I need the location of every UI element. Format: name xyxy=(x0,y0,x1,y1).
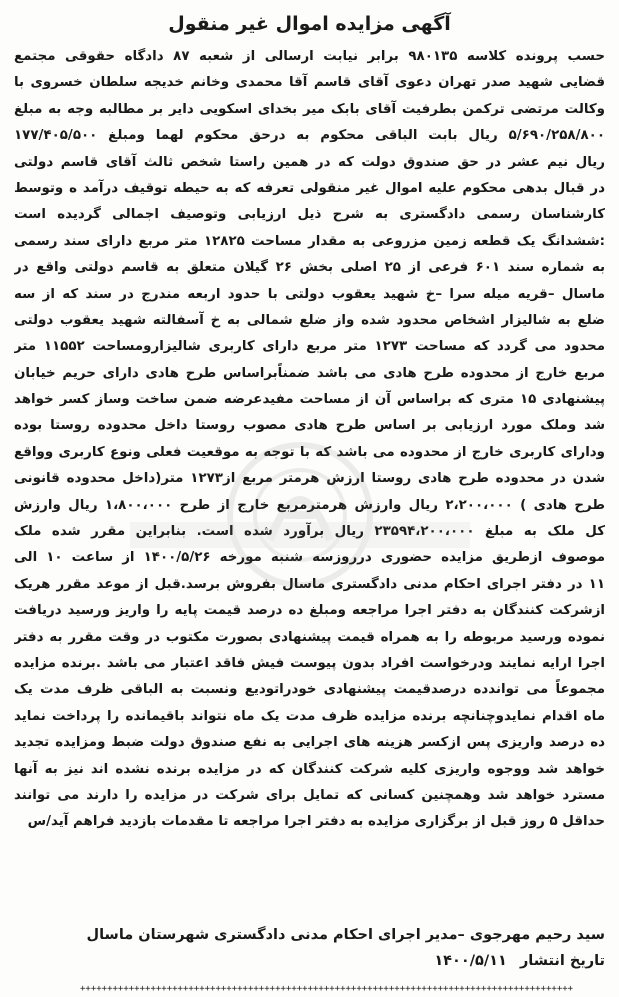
publish-date: ۱۴۰۰/۵/۱۱ xyxy=(434,953,507,969)
body-line: مربع خارج از محدوده طرح هادی می باشد ضمناًبراساس طرح هادی دارای حریم خیابان xyxy=(14,365,605,381)
notice-body xyxy=(14,44,605,836)
body-line: ۱۱ در دفتر اجرای احکام مدنی دادگستری ماسال بفروش برسد.قبل از موعد مقرر هریک xyxy=(14,576,605,592)
body-line: مجموعاً می تواندده درصدقیمت پیشنهادی خودراتودیع ونسبت به الباقی ظرف مدت یک xyxy=(14,682,605,698)
body-line: شد وملک مورد ارزیابی بر اساس طرح هادی مصوب روستا داخل محدوده روستا بوده xyxy=(14,418,605,434)
body-line: موصوف ازطریق مزایده حضوری درروزسه شنبه مورخه ۱۴۰۰/۵/۲۶ از ساعت ۱۰ الی xyxy=(14,550,605,566)
body-line: در قبال بدهی محکوم علیه اموال غیر منقولی تعرفه که به حیطه توقیف درآمد ه وتوسط xyxy=(14,180,605,196)
body-line: ماسال –قریه میله سرا –خ شهید یعقوب دولتی با حدود اربعه مندرج در سند که از سه xyxy=(14,286,605,302)
body-line: اجرا ارایه نمایند ودرخواست افراد بدون پیوست فیش فاقد اعتبار می باشد .برنده مزایده xyxy=(14,655,605,671)
body-line: ازشرکت کنندگان به دفتر اجرا مراجعه ومبلغ ده درصد قیمت پایه را واریز ورسید دریافت xyxy=(14,603,605,619)
publish-line xyxy=(14,948,605,974)
body-line: مسترد خواهد شد وهمچنین کسانی که تمایل برای شرکت در مزایده را دارند می توانند xyxy=(14,787,605,803)
body-line: قضایی شهید صدر تهران دعوی آقای قاسم آقا محمدی وخانم خدیجه سلطان خسروی با xyxy=(14,75,605,91)
notice-title: آگهی مزایده اموال غیر منقول xyxy=(168,13,451,35)
body-line: کل ملک به مبلغ ۲۳۵۹۴،۲۰۰،۰۰۰ ریال برآورد شده است. بنابراین مقرر شده ملک xyxy=(14,524,605,540)
body-line: طرح هادی ) ۲،۲۰۰،۰۰۰ ریال وارزش هرمترمربع خارج از طرح ۱،۸۰۰،۰۰۰ ریال وارزش xyxy=(14,497,605,513)
body-line: ده درصد واریزی پس ازکسر هزینه های اجرایی به نفع صندوق دولت ضبط ومزایده تجدید xyxy=(14,735,605,751)
body-line: به شماره سند ۶۰۱ فرعی از ۲۵ اصلی بخش ۲۶ گیلان متعلق به قاسم دولتی واقع در xyxy=(14,260,605,276)
body-line: ودارای کاربری خارج از محدوده می باشد که با توجه به موقعیت فعلی ونوع کاربری وواقع xyxy=(14,444,605,460)
signature-line: سید رحیم مهرجوی –مدیر اجرای احکام مدنی دادگستری شهرستان ماسال xyxy=(86,927,605,943)
body-line: ضلع به شالیزار اشخاص محدود شده واز ضلع شمالی به خ آسفالته شهید یعقوب دولتی xyxy=(14,312,605,328)
bottom-divider: +++++++++++++++++++++++++++++++++++++++++++++++++++++++++++++++++++++++++++++++++++++++++++ xyxy=(80,985,574,993)
body-line: :ششدانگ یک قطعه زمین مزروعی به مقدار مساحت ۱۲۸۲۵ متر مربع دارای سند رسمی xyxy=(14,233,605,249)
body-line: شدن در محدوده طرح هادی روستا ارزش هرمتر مربع از۱۲۷۳ متر(داخل محدوده قانونی xyxy=(14,471,605,487)
body-line: ماه اقدام نمایدوچنانچه برنده مزایده ظرف مدت یک ماه نتواند باقیمانده را پرداخت نماید xyxy=(14,708,605,724)
body-line: نموده ورسید مربوطه را به همراه قیمت پیشنهادی بصورت مکتوب در وقت مقرر به دفتر xyxy=(14,629,605,645)
body-line: وکالت مرتضی ترکمن بطرفیت آقای بابک میر بخدای اسکویی دایر بر مطالبه وجه به مبلغ xyxy=(14,101,605,117)
publish-label: تاریخ انتشار xyxy=(519,953,605,969)
body-line: ریال نیم عشر در حق صندوق دولت که در همین راستا شخص ثالث آقای قاسم دولتی xyxy=(14,154,605,170)
body-line: حسب پرونده کلاسه ۹۸۰۱۳۵ برابر نیابت ارسالی از شعبه ۸۷ دادگاه حقوقی مجتمع xyxy=(14,49,605,64)
body-line: حداقل ۵ روز قبل از برگزاری مزایده به دفتر اجرا مراجعه تا مقدمات بازدید فراهم آید/س xyxy=(27,814,605,830)
body-line: پیشنهادی ۱۵ متری که براساس آن از مساحت مفیدعرضه ضمن ساخت وساز کسر خواهد xyxy=(14,392,605,408)
body-line: کارشناسان رسمی دادگستری به شرح ذیل ارزیابی وتوصیف اجمالی گردیده است xyxy=(14,207,605,223)
body-line: ۵/۶۹۰/۲۵۸/۸۰۰ ریال بابت الباقی محکوم به درحق محکوم لهما ومبلغ ۱۷۷/۴۰۵/۵۰۰ xyxy=(14,128,605,144)
body-line: خواهد شد ووجوه واریزی کلیه شرکت کنندگان که در مزایده برنده نشده اند نیز به آنها xyxy=(14,761,605,777)
body-line: محدود می گردد که مساحت ۱۲۷۳ متر مربع دارای کاربری شالیزارومساحت ۱۱۵۵۲ متر xyxy=(14,339,605,355)
